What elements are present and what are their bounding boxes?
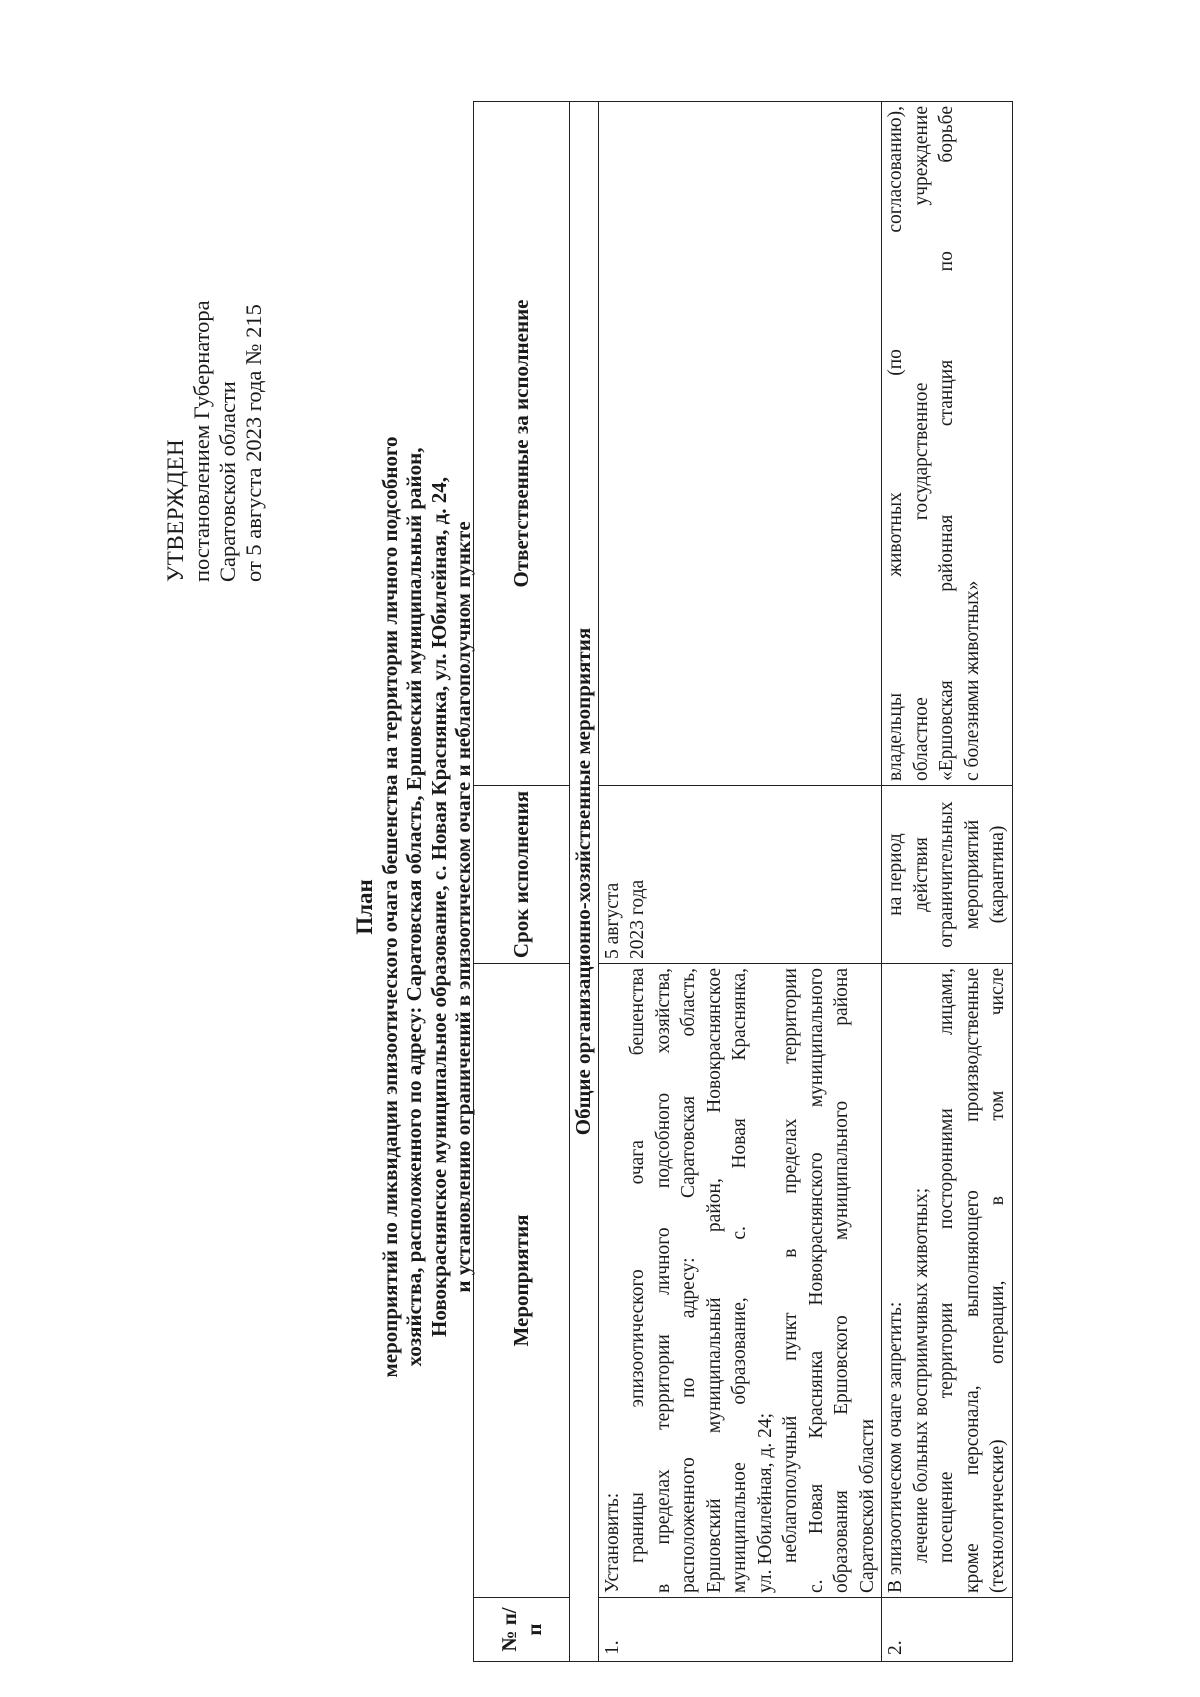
measure-line: лечение больных восприимчивых животных;	[910, 1187, 932, 1563]
header-deadline: Срок исполнения	[474, 786, 570, 964]
title-line: хозяйства, расположенного по адресу: Саратовская область, Ершовский муниципальный район,	[402, 447, 426, 1367]
title-plan: План	[352, 879, 377, 935]
title-line: и установлению ограничений в эпизоотическом очаге и неблагополучном пункте	[451, 521, 475, 1293]
measure-line: муниципальное образование, с. Новая Краснянка,	[729, 968, 750, 1593]
deadline-line: действия	[910, 837, 932, 912]
row-number: 2.	[882, 1598, 1013, 1662]
measure-line: с. Новая Краснянка Новокраснянского муниципального	[805, 968, 827, 1593]
measure-line: (технологические) операции, в том числе	[987, 968, 1008, 1593]
measure-line: В эпизоотическом очаге запретить:	[885, 1301, 906, 1593]
measure-line: кроме персонала, выполняющего производственные	[961, 968, 983, 1593]
deadline-cell	[882, 786, 1013, 964]
header-responsible: Ответственные за исполнение	[474, 102, 570, 786]
measure-line: Саратовской области	[856, 1418, 878, 1593]
approval-line: постановлением Губернатора	[189, 300, 214, 582]
table-row	[882, 102, 1013, 1662]
deadline-line: мероприятий	[961, 819, 983, 930]
deadline-line: 2023 года	[627, 879, 648, 959]
measure-cell	[598, 964, 882, 1598]
deadline-line: 5 августа	[601, 882, 623, 959]
measure-line: Установить:	[601, 1492, 623, 1593]
table-row	[598, 102, 882, 1662]
deadline-line: на период	[885, 833, 906, 916]
responsible-line: «Ершовская районная станция по борьбе	[936, 106, 957, 781]
responsible-cell	[882, 102, 1013, 786]
measure-line: расположенного по адресу: Саратовская область,	[678, 968, 699, 1593]
title-line: Новокраснянское муниципальное образование, с. Новая Краснянка, ул. Юбилейная, д. 24,	[426, 477, 451, 1337]
measure-line: в пределах территории личного подсобного хозяйства,	[652, 968, 674, 1593]
section-row	[570, 102, 599, 1662]
measure-line: неблагополучный пункт в пределах территории	[780, 968, 801, 1563]
deadline-line: ограничительных	[936, 801, 957, 948]
measure-line: ул. Юбилейная, д. 24;	[754, 1413, 776, 1593]
approval-head: УТВЕРЖДЕН	[163, 438, 188, 582]
row-number: 1.	[598, 1598, 882, 1662]
approval-line: Саратовской области	[215, 381, 240, 582]
measure-line: образования Ершовского муниципального района	[831, 968, 852, 1593]
approval-stamp	[163, 122, 267, 582]
measure-line: Ершовский муниципальный район, Новокраснянское	[703, 968, 725, 1593]
responsible-line: с болезнями животных»	[961, 580, 983, 781]
document-page	[85, 102, 1175, 1662]
title-line: мероприятий по ликвидации эпизоотического очага бешенства на территории личного подсобного	[377, 436, 402, 1378]
header-measures: Мероприятия	[474, 964, 570, 1598]
measure-cell	[882, 964, 1013, 1598]
measures-table	[473, 101, 1013, 1662]
measure-line: границы эпизоотического очага бешенства	[627, 968, 648, 1563]
table-header-row	[474, 102, 570, 1662]
approval-line: от 5 августа 2023 года № 215	[241, 304, 266, 582]
deadline-cell	[598, 786, 882, 964]
measure-line: посещение территории посторонними лицами,	[936, 968, 957, 1563]
responsible-line: областное государственное учреждение	[910, 106, 932, 781]
section-title: Общие организационно-хозяйственные мероприятия	[570, 102, 599, 1662]
document-title	[353, 232, 476, 1582]
responsible-cell	[598, 102, 882, 786]
header-num: № п/п	[474, 1598, 570, 1662]
responsible-line: владельцы животных (по согласованию),	[885, 106, 906, 781]
deadline-line: (карантина)	[987, 825, 1008, 924]
